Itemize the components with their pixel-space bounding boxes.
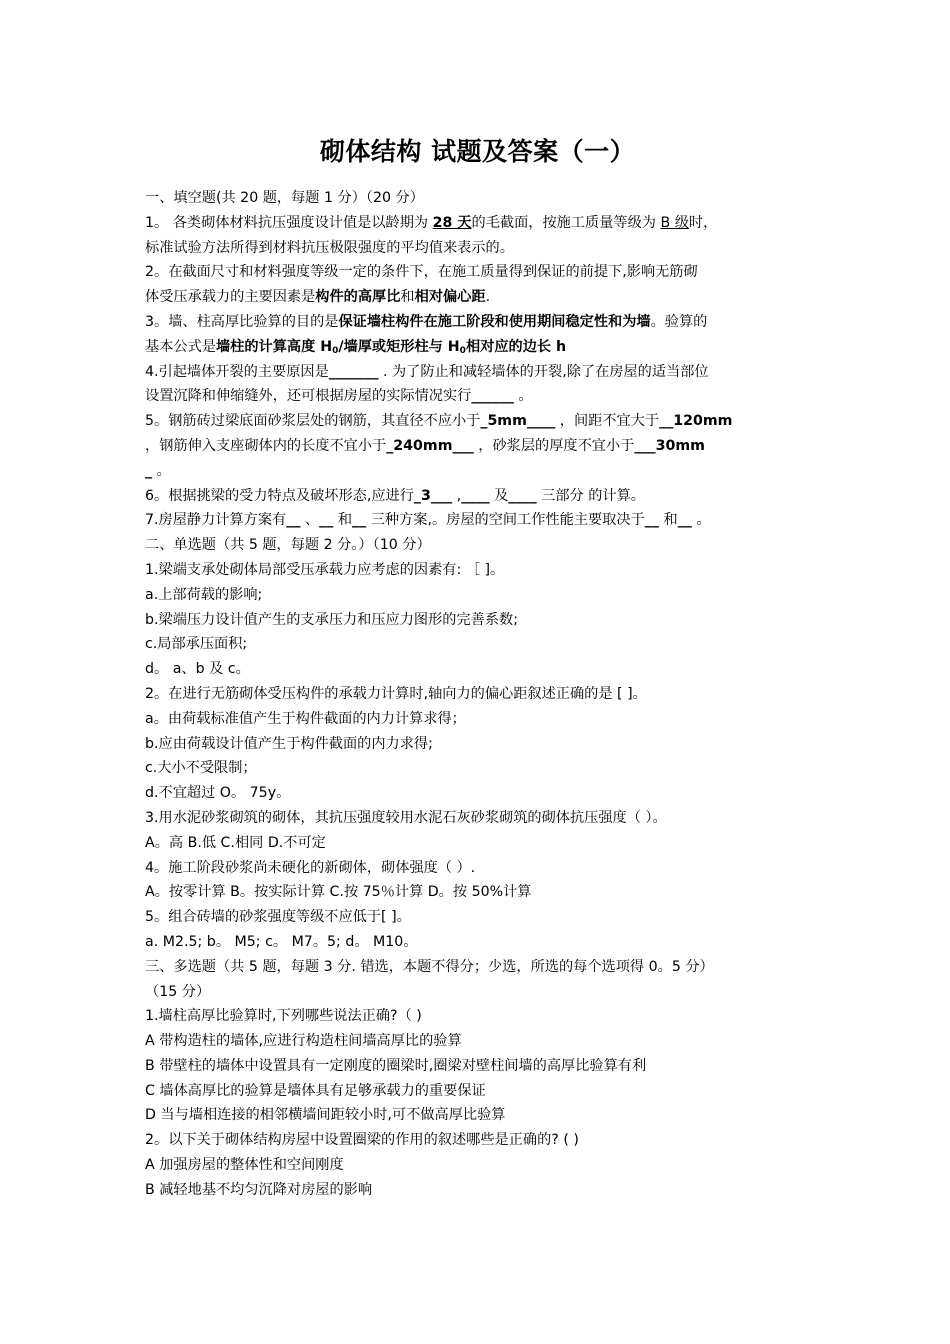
q6-text-c: 及 xyxy=(489,487,509,504)
q4-line-2 xyxy=(145,384,810,409)
s2-line: d.不宜超过 O。 75y。 xyxy=(145,785,291,802)
q5-answer-1: _5mm____ xyxy=(480,413,556,430)
q7-line xyxy=(145,508,810,533)
q2-answer-1: 构件的高厚比 xyxy=(315,289,401,306)
s3-line: B 减轻地基不均匀沉降对房屋的影响 xyxy=(145,1181,373,1198)
q7-blank-4: __ xyxy=(644,512,659,529)
q6-text-b: , xyxy=(452,487,462,504)
s2-line: d。 a、b 及 c。 xyxy=(145,661,250,678)
section-2-heading: 二、单选题（共 5 题，每题 2 分。）（10 分） xyxy=(145,537,431,554)
q4-blank-2: ______ xyxy=(471,388,514,405)
q6-text-a: 6。根据挑梁的受力特点及破坏形态,应进行 xyxy=(145,487,414,504)
q3-formula-a: 墙柱的计算高度 H xyxy=(215,338,333,355)
q6-blank-3: ____ xyxy=(508,487,537,504)
q2-line-1: 2。在截面尺寸和材料强度等级一定的条件下，在施工质量得到保证的前提下,影响无筋砌 xyxy=(145,264,698,281)
q5-line-1 xyxy=(145,409,810,434)
q7-blank-5: __ xyxy=(677,512,692,529)
q2-text-c: . xyxy=(485,289,491,306)
s3-line: 1.墙柱高厚比验算时,下列哪些说法正确?（ ) xyxy=(145,1008,422,1025)
s2-line: A。高 B.低 C.相同 D.不可定 xyxy=(145,834,326,851)
s2-line: b.梁端压力设计值产生的支承压力和压应力图形的完善系数; xyxy=(145,611,518,628)
q3-formula-b: /墙厚或矩形柱与 H xyxy=(338,338,460,355)
s2-line: 5。组合砖墙的砂浆强度等级不应低于[ ]。 xyxy=(145,909,411,926)
q3-text-b: 。验算的 xyxy=(650,313,708,330)
q5-text-f: 。 xyxy=(152,462,171,479)
q3-answer-2 xyxy=(216,339,566,355)
q6-text-d: 三部分 的计算。 xyxy=(536,487,645,504)
page-title: 砌体结构 试题及答案（一） xyxy=(319,137,636,166)
s3-line: A 加强房屋的整体性和空间刚度 xyxy=(145,1157,344,1174)
q5-line-3 xyxy=(145,459,810,484)
q7-text-a: 7.房屋静力计算方案有 xyxy=(145,512,287,529)
q3-formula-sub-1: 0 xyxy=(332,345,339,356)
q1-line-2: 标准试验方法所得到材料抗压极限强度的平均值来表示的。 xyxy=(145,239,514,256)
document-body xyxy=(145,186,810,1203)
q5-answer-2: __120mm xyxy=(659,413,733,430)
q5-text-d: ，砂浆层的厚度不宜小于 xyxy=(473,437,635,454)
q7-text-b: 、 xyxy=(300,512,320,529)
s2-line: 4。施工阶段砂浆尚未硬化的新砌体，砌体强度（ ）. xyxy=(145,859,476,876)
section-3-heading: 三、多选题（共 5 题，每题 3 分. 错选，本题不得分；少选，所选的每个选项得 0。5 分） xyxy=(145,958,714,975)
q3-line-1 xyxy=(145,310,810,335)
q4-line-1 xyxy=(145,360,810,385)
q1-answer-grade: B 级 xyxy=(660,214,689,231)
q4-text-b: . 为了防止和减轻墙体的开裂,除了在房屋的适当部位 xyxy=(378,363,709,380)
q2-text-a: 体受压承载力的主要因素是 xyxy=(145,289,316,306)
q1-text-a: 1。 各类砌体材料抗压强度设计值是以龄期为 xyxy=(145,214,433,231)
s2-line: 1.梁端支承处砌体局部受压承载力应考虑的因素有: ［ ]。 xyxy=(145,561,505,578)
s3-line: 2。以下关于砌体结构房屋中设置圈梁的作用的叙述哪些是正确的? ( ) xyxy=(145,1132,579,1149)
q5-text-c: ，钢筋伸入支座砌体内的长度不宜小于 xyxy=(145,437,387,454)
s3-line: C 墙体高厚比的验算是墙体具有足够承载力的重要保证 xyxy=(145,1082,486,1099)
q1-text-c: 时， xyxy=(688,214,718,231)
s2-line: 2。在进行无筋砌体受压构件的承载力计算时,轴向力的偏心距叙述正确的是 [ ]。 xyxy=(145,685,647,702)
q3-text-a: 3。墙、柱高厚比验算的目的是 xyxy=(145,313,339,330)
q7-text-c: 和 xyxy=(333,512,353,529)
q6-blank-2: ____ xyxy=(461,487,490,504)
s2-line: b.应由荷载设计值产生于构件截面的内力求得; xyxy=(145,735,433,752)
q7-blank-2: __ xyxy=(319,512,334,529)
q5-line-2 xyxy=(145,434,810,459)
q5-blank-tail: _ xyxy=(145,462,153,479)
q2-text-b: 和 xyxy=(400,289,415,306)
q6-answer-1: _3___ xyxy=(413,487,453,504)
q7-blank-3: __ xyxy=(352,512,367,529)
s3-line: B 带壁柱的墙体中设置具有一定刚度的圈梁时,圈梁对壁柱间墙的高厚比验算有利 xyxy=(145,1057,647,1074)
s2-line: a.上部荷载的影响; xyxy=(145,586,263,603)
section-3-heading-points: （15 分） xyxy=(145,983,211,1000)
q1-text-b: 的毛截面，按施工质量等级为 xyxy=(471,214,661,231)
q7-blank-1: __ xyxy=(286,512,301,529)
q3-line-2 xyxy=(145,335,810,360)
q5-text-b: ，间距不宜大于 xyxy=(555,413,660,430)
section-1-heading: 一、填空题(共 20 题，每题 1 分）（20 分） xyxy=(145,190,424,206)
q2-answer-2: 相对偏心距 xyxy=(414,289,486,306)
q2-line-2 xyxy=(145,285,810,310)
q7-text-d: 三种方案,。房屋的空间工作性能主要取决于 xyxy=(366,512,645,529)
q3-answer-1: 保证墙柱构件在施工阶段和使用期间稳定性和为墙 xyxy=(338,313,651,330)
s3-line: D 当与墙相连接的相邻横墙间距较小时,可不做高厚比验算 xyxy=(145,1107,506,1124)
s2-line: c.大小不受限制； xyxy=(145,760,257,777)
q4-text-c: 设置沉降和伸缩缝外，还可根据房屋的实际情况实行 xyxy=(145,388,472,405)
q3-formula-sub-2: 0 xyxy=(459,345,466,356)
q7-text-e: 和 xyxy=(658,512,678,529)
q4-blank-1: _______ xyxy=(328,363,379,380)
q4-text-d: 。 xyxy=(513,388,533,405)
q3-text-c: 基本公式是 xyxy=(145,338,216,355)
s3-line: A 带构造柱的墙体,应进行构造柱间墙高厚比的验算 xyxy=(145,1033,462,1050)
q4-text-a: 4.引起墙体开裂的主要原因是 xyxy=(145,363,329,380)
q7-text-f: 。 xyxy=(691,512,711,529)
q5-answer-3: _240mm___ xyxy=(386,437,474,454)
s2-line: 3.用水泥砂浆砌筑的砌体，其抗压强度较用水泥石灰砂浆砌筑的砌体抗压强度（ ）。 xyxy=(145,809,667,826)
q5-answer-4: ___30mm xyxy=(634,437,705,454)
q1-answer-days: 28 天 xyxy=(432,214,472,231)
q1-line-1 xyxy=(145,211,810,236)
q6-line xyxy=(145,484,810,509)
s2-line: a. M2.5; b。 M5; c。 M7。5; d。 M10。 xyxy=(145,933,418,950)
q5-text-a: 5。钢筋砖过梁底面砂浆层处的钢筋，其直径不应小于 xyxy=(145,413,481,430)
q3-formula-c: 相对应的边长 h xyxy=(465,338,567,355)
s2-line: c.局部承压面积; xyxy=(145,636,248,653)
s2-line: A。按零计算 B。按实际计算 C.按 75％计算 D。按 50%计算 xyxy=(145,884,532,901)
s2-line: a。由荷载标准值产生于构件截面的内力计算求得； xyxy=(145,710,466,727)
